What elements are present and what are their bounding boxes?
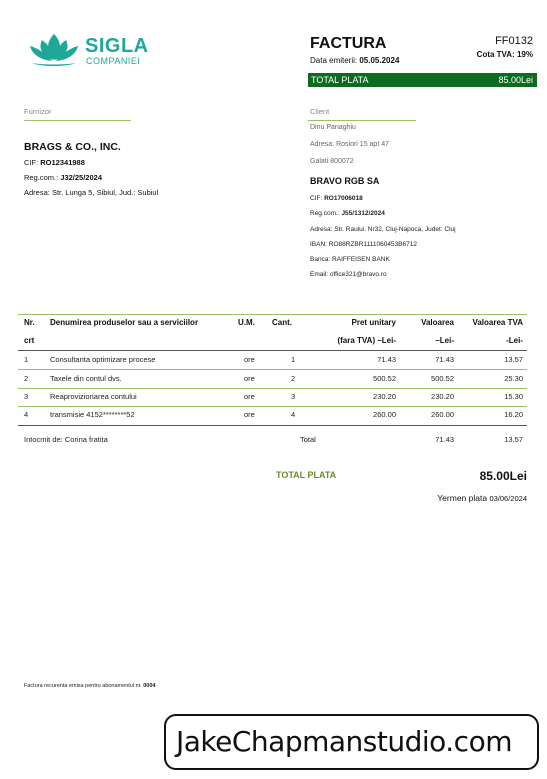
client-address-full: Adresa: Str. Raului. Nr32, Cluj-Napoca, Judet: Cluj bbox=[310, 226, 456, 233]
vat-rate-label: Cota TVA: bbox=[476, 50, 515, 59]
client-address: Adresa: Rosiori 15 apt 47 bbox=[310, 141, 389, 148]
row-qty: 1 bbox=[291, 355, 296, 364]
supplier-name: BRAGS & CO., INC. bbox=[24, 141, 121, 153]
col-header-description: Denumirea produselor sau a serviciilor bbox=[50, 318, 199, 327]
total-vat: 13.57 bbox=[504, 435, 523, 444]
recurring-note-text: Factura recurenta emisa pentru abonamentul nr. bbox=[24, 683, 142, 689]
payment-due bbox=[437, 493, 527, 503]
total-value: 71.43 bbox=[435, 435, 454, 444]
col-header-value-sub: –Lei- bbox=[435, 336, 454, 345]
col-header-vat: Valoarea TVA bbox=[472, 318, 523, 327]
document-title: FACTURA bbox=[310, 35, 387, 52]
client-reg-label: Reg.com.: bbox=[310, 210, 340, 217]
table-top-border bbox=[18, 314, 527, 315]
client-section-label: Client bbox=[310, 107, 330, 116]
row-value: 230.20 bbox=[431, 392, 454, 401]
issue-date-label: Data emiterii: bbox=[310, 56, 358, 65]
col-header-qty: Cant. bbox=[272, 318, 292, 327]
row-qty: 2 bbox=[291, 374, 296, 383]
row-description: Reaprovizionarea contului bbox=[50, 392, 137, 401]
row-description: Consultanta optimizare procese bbox=[50, 355, 156, 364]
supplier-reg bbox=[24, 173, 102, 182]
row-description: Taxele din contul dvs. bbox=[50, 374, 122, 383]
col-header-nr-sub: crt bbox=[24, 336, 35, 345]
row-value: 260.00 bbox=[431, 410, 454, 419]
row-vat: 13.57 bbox=[504, 355, 523, 364]
total-payment-bar bbox=[308, 73, 537, 87]
payment-due-label: Yermen plata bbox=[437, 493, 488, 503]
vat-rate-value: 19% bbox=[516, 50, 533, 59]
row-um: ore bbox=[244, 410, 255, 419]
row-price: 230.20 bbox=[373, 392, 396, 401]
row-price: 71.43 bbox=[377, 355, 396, 364]
col-header-price-sub: (fara TVA) –Lei- bbox=[337, 336, 396, 345]
supplier-address-label: Adresa: bbox=[24, 188, 50, 197]
client-iban: IBAN: RO88RZBR1111060453B6712 bbox=[310, 241, 417, 248]
row-vat: 15.30 bbox=[504, 392, 523, 401]
supplier-address-value: Str. Lunga 5, Sibiul, Jud.: Subiul bbox=[51, 188, 159, 197]
row-value: 500.52 bbox=[431, 374, 454, 383]
row-divider bbox=[18, 388, 527, 389]
client-reg-value: J55/1312/2024 bbox=[341, 210, 385, 217]
row-nr: 4 bbox=[24, 410, 29, 419]
row-divider bbox=[18, 369, 527, 370]
logo-name-line2: COMPANIEI bbox=[86, 56, 141, 66]
row-nr: 1 bbox=[24, 355, 29, 364]
client-reg bbox=[310, 210, 385, 217]
row-um: ore bbox=[244, 392, 255, 401]
row-price: 260.00 bbox=[373, 410, 396, 419]
supplier-address bbox=[24, 188, 158, 197]
row-price: 500.52 bbox=[373, 374, 396, 383]
client-cif-label: CIF: bbox=[310, 195, 323, 202]
supplier-cif bbox=[24, 158, 85, 167]
total-payment-value: 85.00Lei bbox=[498, 75, 533, 85]
total-label: Total bbox=[300, 435, 316, 444]
client-bank: Banca: RAIFFEISEN BANK bbox=[310, 256, 390, 263]
row-vat: 25.30 bbox=[504, 374, 523, 383]
supplier-cif-label: CIF: bbox=[24, 158, 39, 167]
supplier-divider bbox=[24, 120, 131, 121]
lotus-icon bbox=[26, 30, 82, 70]
supplier-reg-label: Reg.com.: bbox=[24, 173, 59, 182]
client-city: Galati 800072 bbox=[310, 158, 354, 165]
watermark-text: JakeChapmanstudio.com bbox=[176, 725, 512, 758]
supplier-cif-value: RO12341988 bbox=[40, 158, 85, 167]
issue-date bbox=[310, 56, 399, 65]
company-logo bbox=[26, 30, 156, 70]
recurring-note-number: 0004 bbox=[143, 683, 156, 689]
client-cif-value: RO17006018 bbox=[324, 195, 363, 202]
client-contact: Dinu Panaghiu bbox=[310, 124, 356, 131]
row-value: 71.43 bbox=[435, 355, 454, 364]
table-header-divider bbox=[18, 350, 527, 351]
payment-due-value: 03/06/2024 bbox=[489, 494, 527, 503]
col-header-um: U.M. bbox=[238, 318, 255, 327]
logo-name-line1: SIGLA bbox=[85, 35, 149, 57]
supplier-section-label: Furnizor bbox=[24, 107, 52, 116]
grand-total-value: 85.00Lei bbox=[479, 469, 527, 483]
row-um: ore bbox=[244, 355, 255, 364]
client-email: Email: office321@bravo.ro bbox=[310, 271, 387, 278]
client-divider bbox=[308, 120, 416, 121]
table-bottom-border bbox=[18, 425, 527, 426]
row-qty: 4 bbox=[291, 410, 296, 419]
row-vat: 16.20 bbox=[504, 410, 523, 419]
col-header-price: Pret unitary bbox=[351, 318, 396, 327]
supplier-reg-value: J32/25/2024 bbox=[60, 173, 102, 182]
col-header-nr: Nr. bbox=[24, 318, 35, 327]
col-header-value: Valoarea bbox=[421, 318, 454, 327]
row-nr: 2 bbox=[24, 374, 29, 383]
grand-total-label: TOTAL PLATA bbox=[276, 470, 337, 480]
row-description: transmisie 4152********52 bbox=[50, 410, 135, 419]
client-cif bbox=[310, 195, 363, 202]
row-um: ore bbox=[244, 374, 255, 383]
total-payment-label: TOTAL PLATA bbox=[311, 75, 369, 85]
row-nr: 3 bbox=[24, 392, 29, 401]
client-company: BRAVO RGB SA bbox=[310, 176, 380, 186]
invoice-number: FF0132 bbox=[495, 35, 533, 47]
vat-rate bbox=[477, 50, 533, 59]
col-header-vat-sub: -Lei- bbox=[506, 336, 523, 345]
recurring-note bbox=[24, 683, 156, 689]
row-qty: 3 bbox=[291, 392, 296, 401]
watermark-box bbox=[164, 714, 539, 770]
issue-date-value: 05.05.2024 bbox=[359, 56, 400, 65]
issued-by: Intocmit de: Corina fratita bbox=[24, 435, 108, 444]
row-divider bbox=[18, 406, 527, 407]
